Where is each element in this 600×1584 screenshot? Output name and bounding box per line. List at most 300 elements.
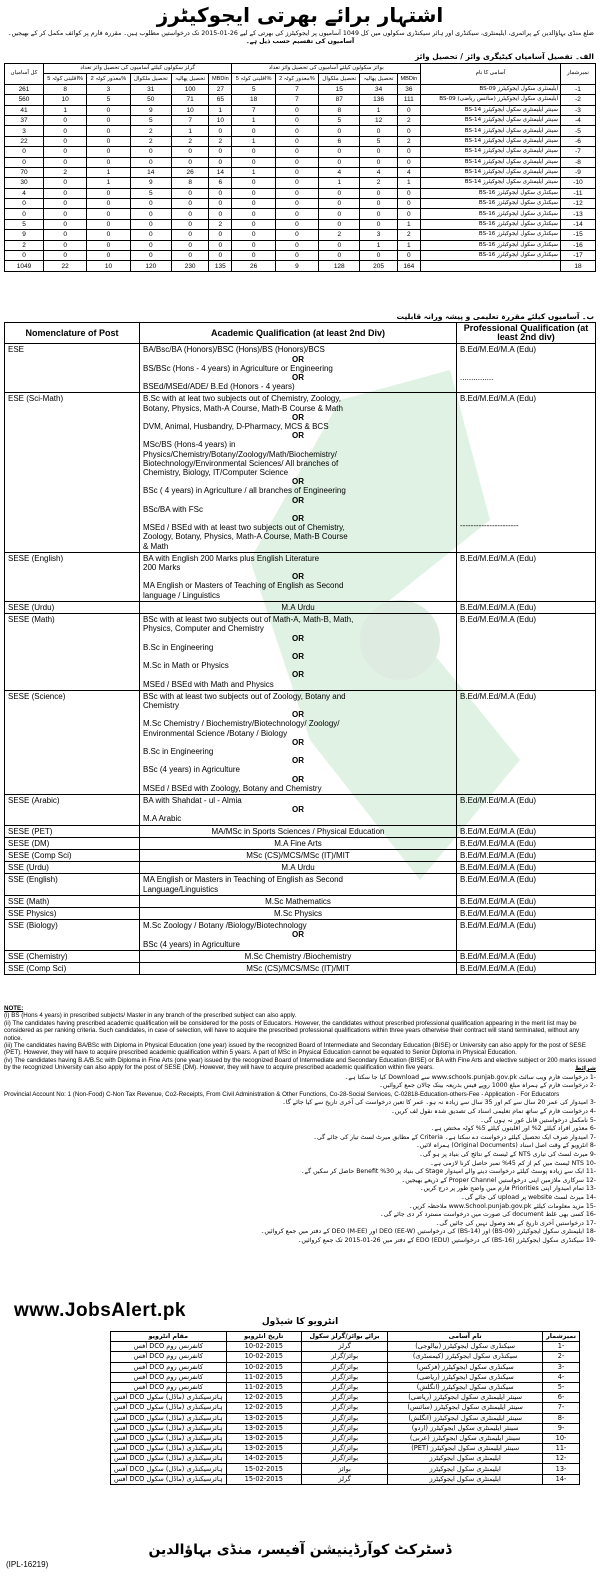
vacancy-post-name: سیکنڈری سکول ایجوکیٹرز BS-16 <box>421 188 561 198</box>
qual-professional-line: ............... <box>460 372 494 382</box>
schedule-cell-school: بوائز/گرلز <box>301 1444 387 1454</box>
vacancy-cell-b_dis: 0 <box>275 188 318 198</box>
vacancy-cell-g_malakwal: 0 <box>130 199 171 209</box>
schedule-cell-post: ایلیمنٹری سکول ایجوکیٹرز <box>388 1464 543 1474</box>
vacancy-cell-b_min: 0 <box>232 251 275 261</box>
qual-professional-line <box>460 512 592 521</box>
schedule-row <box>111 1454 580 1464</box>
vacancy-header-b-min: اقلیتی کوٹہ 5% <box>232 74 275 84</box>
vacancy-cell-b_mbdin: 111 <box>397 95 420 105</box>
vacancy-cell-b_malakwal: 0 <box>319 157 360 167</box>
vacancy-cell-b_phalia: 1 <box>360 240 397 250</box>
qualification-row <box>5 794 596 825</box>
vacancy-cell-b_malakwal: 4 <box>319 167 360 177</box>
vacancy-cell-b_min: 0 <box>232 126 275 136</box>
vacancy-cell-b_dis: 0 <box>275 251 318 261</box>
interview-schedule-table <box>110 1331 580 1485</box>
qual-post-name: SSE (Chemistry) <box>5 950 140 962</box>
qual-academic-line: BSc with at least two subjects out of Math-A, Math-B, Math, <box>143 615 354 625</box>
qual-academic-line: 200 Marks <box>143 563 181 573</box>
qual-professional <box>457 344 596 393</box>
vacancy-row <box>5 84 596 94</box>
schedule-cell-no: -2 <box>543 1352 580 1362</box>
qual-professional-line: ---------------------- <box>460 520 519 530</box>
vacancy-serial: -1 <box>561 84 596 94</box>
qual-academic-line: OR <box>292 354 304 364</box>
vacancy-cell-b_mbdin: 1 <box>397 240 420 250</box>
vacancy-cell-b_mbdin: 4 <box>397 167 420 177</box>
vacancy-serial: -3 <box>561 105 596 115</box>
vacancy-cell-total: 9 <box>5 230 44 240</box>
qual-professional-line <box>460 476 592 485</box>
qual-professional <box>457 920 596 951</box>
qual-professional-line: B.Ed/M.Ed/M.A (Edu) <box>460 345 537 355</box>
vacancy-cell-b_min: 0 <box>232 219 275 229</box>
schedule-cell-venue: کانفرنس روم DCO آفس <box>111 1352 227 1362</box>
condition-item: -17 درخواستیں آخری تاریخ کے بعد وصول نہیں کی جائیں گی۔ <box>435 1219 596 1227</box>
schedule-cell-venue: ہائرسیکنڈری (ماڈل) سکول DCO آفس <box>111 1423 227 1433</box>
vacancy-cell-b_phalia: 3 <box>360 230 397 240</box>
condition-item: -16 کسی بھی غلط document کی صورت میں درخواست مسترد کر دی جائے گی۔ <box>379 1211 596 1219</box>
vacancy-row <box>5 126 596 136</box>
conditions-section <box>4 1065 596 1245</box>
vacancy-cell-b_min: 1 <box>232 167 275 177</box>
vacancy-cell-b_malakwal: 0 <box>319 209 360 219</box>
vacancy-row <box>5 95 596 105</box>
section-b-heading: ب۔ آسامیوں کیلئے مقررہ تعلیمی و پیشہ ورانہ قابلیت <box>396 312 594 321</box>
schedule-cell-school: گرلز <box>301 1342 387 1352</box>
qual-academic-line: OR <box>292 774 304 784</box>
vacancy-cell-g_mbdin: 14 <box>209 167 232 177</box>
qual-professional-line: B.Ed/M.Ed/M.A (Edu) <box>460 863 537 873</box>
qualification-row <box>5 862 596 874</box>
schedule-cell-school: بوائز/گرلز <box>301 1352 387 1362</box>
vacancy-total-row <box>5 261 596 271</box>
condition-item: -9 میرٹ لسٹ کی تیاری NTS کے ٹیسٹ کے نتائج کی بنیاد پر ہو گی۔ <box>419 1150 596 1158</box>
vacancy-header-girls: گرلز سکولوں کیلئے آسامیوں کی تحصیل وائز تعداد <box>44 64 232 74</box>
qual-post-name: SSE (Math) <box>5 895 140 907</box>
vacancy-cell-g_phalia: 100 <box>172 84 209 94</box>
qual-academic-line: OR <box>292 412 304 422</box>
qual-academic <box>140 614 457 691</box>
conditions-heading: شرائط <box>574 1065 596 1072</box>
qual-professional-line: B.Ed/M.Ed/M.A (Edu) <box>460 615 537 625</box>
qual-professional <box>457 874 596 895</box>
condition-item: -6 معذور افراد کیلئے 2% اور اقلیتوں کیلئے 5% کوٹہ مختص ہے۔ <box>430 1125 596 1133</box>
qual-academic <box>140 862 457 874</box>
schedule-cell-venue: ہائرسیکنڈری (ماڈل) سکول DCO آفس <box>111 1454 227 1464</box>
vacancy-serial: -7 <box>561 147 596 157</box>
vacancy-cell-b_mbdin: 0 <box>397 199 420 209</box>
vacancy-cell-b_mbdin: 2 <box>397 136 420 146</box>
vacancy-serial: -4 <box>561 115 596 125</box>
vacancy-serial: -15 <box>561 230 596 240</box>
vacancy-cell-total: 0 <box>5 251 44 261</box>
schedule-row <box>111 1433 580 1443</box>
vacancy-post-name: سینئر ایلیمنٹری سکول ایجوکیٹرز BS-14 <box>421 157 561 167</box>
vacancy-serial: -14 <box>561 219 596 229</box>
vacancy-cell-b_malakwal: 2 <box>319 230 360 240</box>
vacancy-serial: -6 <box>561 136 596 146</box>
qual-professional-line: B.Ed/M.Ed/M.A (Edu) <box>460 553 537 563</box>
vacancy-cell-g_malakwal: 0 <box>130 219 171 229</box>
vacancy-total-b_dis: 9 <box>275 261 318 271</box>
schedule-cell-school: بوائز/گرلز <box>301 1403 387 1413</box>
qual-academic-line: BSc (4 years) in Agriculture <box>143 765 240 775</box>
vacancy-cell-g_dis: 0 <box>87 136 130 146</box>
schedule-cell-post: ایلیمنٹری سکول ایجوکیٹرز <box>388 1454 543 1464</box>
vacancy-cell-g_phalia: 0 <box>172 230 209 240</box>
qual-academic-line: OR <box>292 930 304 940</box>
qual-academic <box>140 393 457 552</box>
qual-professional-line <box>460 364 592 373</box>
schedule-row <box>111 1393 580 1403</box>
vacancy-cell-g_phalia: 7 <box>172 115 209 125</box>
vacancy-cell-b_dis: 0 <box>275 147 318 157</box>
vacancy-cell-b_min: 0 <box>232 147 275 157</box>
condition-item: -15 مزید معلومات کیلئے www.School.punjab.gov.pk ملاحظہ کریں۔ <box>408 1202 596 1210</box>
vacancy-cell-g_min: 0 <box>44 126 87 136</box>
qual-academic-line: MA English or Masters in Teaching of English as Second <box>143 875 343 885</box>
qual-academic-line: M.Sc Chemistry / Biochemistry/Biotechnology/ Zoology/ <box>143 719 340 729</box>
condition-item: -10 NTS ٹیسٹ میں کم از کم 45% نمبر حاصل کرنا لازمی ہے۔ <box>430 1159 596 1167</box>
vacancy-cell-g_malakwal: 5 <box>130 115 171 125</box>
vacancy-cell-b_mbdin: 1 <box>397 219 420 229</box>
schedule-cell-no: -5 <box>543 1382 580 1392</box>
vacancy-row <box>5 136 596 146</box>
vacancy-cell-total: 22 <box>5 136 44 146</box>
qual-professional <box>457 690 596 794</box>
note-item: (ii) The candidates having prescribed academic qualification will be considered for the posts of Educators. However, the candidates without prescribed professional qualification appearing in the merit list may be considered as per ranking criteria. Such candidates, in case of selection, will have to acquire the prescribed professional qualifications within three years otherwise their contract will stand terminated, without any notice. <box>4 1019 580 1042</box>
vacancy-serial: -12 <box>561 199 596 209</box>
schedule-cell-no: -11 <box>543 1444 580 1454</box>
vacancy-cell-g_malakwal: 2 <box>130 136 171 146</box>
vacancy-cell-g_phalia: 0 <box>172 219 209 229</box>
qual-academic-line: OR <box>292 633 304 643</box>
vacancy-cell-b_malakwal: 1 <box>319 178 360 188</box>
vacancy-cell-total: 5 <box>5 219 44 229</box>
vacancy-serial: -5 <box>561 126 596 136</box>
schedule-cell-post: سیکنڈری سکول ایجوکیٹرز (بیالوجی) <box>388 1342 543 1352</box>
condition-item: -14 میرٹ لسٹ website پر upload کی جائے گی۔ <box>461 1193 596 1201</box>
vacancy-cell-g_min: 2 <box>44 167 87 177</box>
qual-academic-line: Environmental Science /Botany / Biology <box>143 728 288 738</box>
vacancy-header-g-malakwal: تحصیل ملکوال <box>130 74 171 84</box>
vacancy-post-name: سیکنڈری سکول ایجوکیٹرز BS-16 <box>421 209 561 219</box>
qualification-row <box>5 950 596 962</box>
vacancy-post-name: سینئر ایلیمنٹری سکول ایجوکیٹرز BS-14 <box>421 167 561 177</box>
qual-professional <box>457 794 596 825</box>
vacancy-post-name: سینئر ایلیمنٹری سکول ایجوکیٹرز BS-14 <box>421 147 561 157</box>
vacancy-cell-total: 30 <box>5 178 44 188</box>
vacancy-total-g_malakwal: 120 <box>130 261 171 271</box>
vacancy-cell-b_phalia: 12 <box>360 115 397 125</box>
vacancy-cell-g_malakwal: 0 <box>130 209 171 219</box>
vacancy-row <box>5 240 596 250</box>
vacancy-cell-b_dis: 0 <box>275 115 318 125</box>
qual-post-name: SSE Physics) <box>5 907 140 919</box>
qualification-row <box>5 963 596 975</box>
vacancy-serial: -2 <box>561 95 596 105</box>
qual-post-name: SSE (Urdu) <box>5 862 140 874</box>
qual-professional <box>457 601 596 613</box>
qualification-row <box>5 874 596 895</box>
qual-post-name: ESE <box>5 344 140 393</box>
schedule-cell-no: -3 <box>543 1362 580 1372</box>
qual-professional-line: B.Ed/M.Ed/M.A (Edu) <box>460 964 537 973</box>
qual-academic-line: M.Sc Zoology / Botany /Biology/Biotechnology <box>143 921 307 931</box>
vacancy-cell-g_phalia: 0 <box>172 251 209 261</box>
schedule-cell-school: بوائز/گرلز <box>301 1393 387 1403</box>
schedule-cell-school: بوائز/گرلز <box>301 1413 387 1423</box>
schedule-header-post: نام آسامی <box>388 1332 543 1342</box>
schedule-cell-date: 11-02-2015 <box>226 1372 301 1382</box>
qual-academic-line: OR <box>292 670 304 680</box>
qual-professional <box>457 552 596 601</box>
vacancy-cell-g_min: 0 <box>44 251 87 261</box>
schedule-cell-post: سیکنڈری سکول ایجوکیٹرز (انگلش) <box>388 1382 543 1392</box>
vacancy-cell-g_mbdin: 0 <box>209 251 232 261</box>
vacancy-header-b-dis: معذور کوٹہ 2% <box>275 74 318 84</box>
qual-academic-line: MSc (CS)/MCS/MSc (IT)/MIT <box>246 964 350 973</box>
qual-post-name: ESE (Sci-Math) <box>5 393 140 552</box>
schedule-cell-venue: ہائرسیکنڈری (ماڈل) سکول DCO آفس <box>111 1444 227 1454</box>
vacancy-cell-g_min: 0 <box>44 240 87 250</box>
vacancy-cell-g_mbdin: 65 <box>209 95 232 105</box>
schedule-cell-venue: کانفرنس روم DCO آفس <box>111 1382 227 1392</box>
qual-professional-line <box>460 503 592 512</box>
vacancy-row <box>5 105 596 115</box>
qual-academic-line: Chemistry <box>143 700 180 710</box>
qual-professional-line: B.Ed/M.Ed/M.A (Edu) <box>460 896 537 906</box>
schedule-cell-date: 13-02-2015 <box>226 1413 301 1423</box>
vacancy-post-name: سیکنڈری سکول ایجوکیٹرز BS-16 <box>421 199 561 209</box>
schedule-cell-post: سینئر ایلیمنٹری سکول ایجوکیٹرز (عربی) <box>388 1433 543 1443</box>
qual-academic-line: BSc/BA with FSc <box>143 504 204 514</box>
vacancy-cell-g_malakwal: 0 <box>130 157 171 167</box>
vacancy-cell-g_phalia: 10 <box>172 105 209 115</box>
qual-academic-line: Botany, Physics, Math-A Course, Math-B Course & Math <box>143 403 343 413</box>
qual-professional-line <box>460 485 592 494</box>
qual-post-name: SESE (Science) <box>5 690 140 794</box>
vacancy-cell-g_mbdin: 2 <box>209 136 232 146</box>
qual-academic <box>140 344 457 393</box>
vacancy-cell-b_phalia: 0 <box>360 147 397 157</box>
vacancy-row <box>5 157 596 167</box>
qual-academic-line: MA/MSc in Sports Sciences / Physical Education <box>211 826 385 836</box>
qual-academic-line: BSEd/MSEd/ADE/ B.Ed (Honors - 4 years) <box>143 382 295 392</box>
vacancy-cell-b_min: 0 <box>232 178 275 188</box>
qual-professional <box>457 825 596 837</box>
condition-item: -19 سیکنڈری سکول ایجوکیٹرز (BS-16) کی درخواستیں EDO (EDU) کے دفتر میں 26-01-2015 تک جمع کروائیں۔ <box>297 1236 596 1244</box>
vacancy-cell-b_malakwal: 0 <box>319 199 360 209</box>
schedule-header-date: تاریخ انٹرویو <box>226 1332 301 1342</box>
vacancy-cell-g_phalia: 8 <box>172 178 209 188</box>
intro-paragraph: ضلع منڈی بہاؤالدین کے پرائمری، ایلیمنٹری، سیکنڈری اور ہائر سیکنڈری سکولوں میں کل 1049 آسامیوں پر ایجوکیٹرز کی بھرتی کے لیے 26-01-2015 تک درخواستیں مطلوب ہیں۔ مقررہ فارم پر کوائف مکمل کر کے بھیجیں۔ <box>7 30 594 37</box>
vacancy-cell-g_min: 0 <box>44 209 87 219</box>
vacancy-row <box>5 115 596 125</box>
vacancy-total-g_min: 22 <box>44 261 87 271</box>
vacancy-cell-b_mbdin: 0 <box>397 209 420 219</box>
schedule-row <box>111 1413 580 1423</box>
vacancy-cell-b_dis: 0 <box>275 240 318 250</box>
vacancy-cell-g_dis: 0 <box>87 240 130 250</box>
vacancy-cell-g_phalia: 0 <box>172 157 209 167</box>
vacancy-cell-b_malakwal: 8 <box>319 105 360 115</box>
vacancy-cell-g_malakwal: 9 <box>130 178 171 188</box>
condition-item: -4 درخواست فارم کے ساتھ تمام تعلیمی اسناد کی تصدیق شدہ نقول لف کریں۔ <box>391 1107 596 1115</box>
vacancy-cell-g_min: 0 <box>44 219 87 229</box>
vacancy-cell-g_malakwal: 0 <box>130 240 171 250</box>
vacancy-cell-b_dis: 0 <box>275 230 318 240</box>
vacancy-cell-b_mbdin: 0 <box>397 105 420 115</box>
vacancy-cell-g_phalia: 1 <box>172 126 209 136</box>
schedule-cell-post: سیکنڈری سکول ایجوکیٹرز (فزکس) <box>388 1362 543 1372</box>
qual-academic <box>140 874 457 895</box>
qual-academic-line: & Math <box>143 541 169 551</box>
schedule-row <box>111 1362 580 1372</box>
schedule-cell-date: 10-02-2015 <box>226 1342 301 1352</box>
qual-professional <box>457 614 596 691</box>
vacancy-cell-b_dis: 7 <box>275 95 318 105</box>
condition-item: -3 امیدوار کی عمر 20 سال سے کم اور 35 سال سے زیادہ نہ ہو۔ عمر کا تعین درخواست کی آخری تاریخ سے کیا جائے گا۔ <box>282 1099 596 1107</box>
vacancy-cell-b_malakwal: 0 <box>319 188 360 198</box>
schedule-cell-school: گرلز <box>301 1474 387 1484</box>
qual-professional-line: B.Ed/M.Ed/M.A (Edu) <box>460 908 537 918</box>
vacancy-cell-b_phalia: 0 <box>360 188 397 198</box>
vacancy-cell-g_min: 0 <box>44 136 87 146</box>
vacancy-cell-g_dis: 0 <box>87 126 130 136</box>
schedule-cell-post: ایلیمنٹری سکول ایجوکیٹرز <box>388 1474 543 1484</box>
schedule-row <box>111 1464 580 1474</box>
vacancy-cell-b_min: 7 <box>232 105 275 115</box>
qual-professional <box>457 895 596 907</box>
vacancy-cell-total: 0 <box>5 147 44 157</box>
qualification-row <box>5 601 596 613</box>
vacancy-cell-g_dis: 0 <box>87 209 130 219</box>
vacancy-cell-total: 37 <box>5 115 44 125</box>
vacancy-cell-g_min: 0 <box>44 199 87 209</box>
qualification-row <box>5 614 596 691</box>
vacancy-cell-b_min: 0 <box>232 240 275 250</box>
vacancy-post-name: سیکنڈری سکول ایجوکیٹرز BS-16 <box>421 240 561 250</box>
vacancy-cell-g_malakwal: 0 <box>130 251 171 261</box>
vacancy-cell-g_min: 0 <box>44 188 87 198</box>
qual-post-name: SESE (Math) <box>5 614 140 691</box>
qual-academic-line: M.A Urdu <box>281 602 315 612</box>
qual-academic-line: OR <box>292 373 304 383</box>
vacancy-post-name: سینئر ایلیمنٹری سکول ایجوکیٹرز BS-14 <box>421 115 561 125</box>
qual-academic-line: M.Sc in Math or Physics <box>143 661 229 671</box>
vacancy-cell-b_dis: 0 <box>275 178 318 188</box>
schedule-cell-post: سیکنڈری سکول ایجوکیٹرز (کیمسٹری) <box>388 1352 543 1362</box>
schedule-cell-no: -14 <box>543 1474 580 1484</box>
vacancy-cell-b_mbdin: 36 <box>397 84 420 94</box>
qual-academic <box>140 825 457 837</box>
qualification-row <box>5 393 596 552</box>
schedule-header-school: برائے بوائز/گرلز سکول <box>301 1332 387 1342</box>
qual-header-academic: Academic Qualification (at least 2nd Div) <box>140 323 457 344</box>
qual-academic <box>140 690 457 794</box>
qual-academic <box>140 920 457 951</box>
qual-professional-line: B.Ed/M.Ed/M.A (Edu) <box>460 691 537 701</box>
vacancy-serial: -8 <box>561 157 596 167</box>
vacancy-cell-g_min: 0 <box>44 147 87 157</box>
vacancy-total-serial: 18 <box>561 261 596 271</box>
qual-academic-line: MA English or Masters of Teaching of English as Second <box>143 581 344 591</box>
vacancy-cell-g_malakwal: 2 <box>130 126 171 136</box>
schedule-cell-no: -12 <box>543 1454 580 1464</box>
condition-item: -2 درخواست فارم کے ہمراہ مبلغ 1000 روپے فیس بذریعہ بینک چالان جمع کروائیں۔ <box>379 1082 596 1090</box>
qual-academic <box>140 849 457 861</box>
vacancy-cell-total: 0 <box>5 157 44 167</box>
vacancy-cell-b_malakwal: 0 <box>319 219 360 229</box>
qual-professional-line <box>460 467 592 476</box>
vacancy-cell-b_malakwal: 0 <box>319 240 360 250</box>
vacancy-row <box>5 209 596 219</box>
vacancy-cell-g_dis: 0 <box>87 219 130 229</box>
vacancy-total-b_mbdin: 164 <box>397 261 420 271</box>
vacancy-cell-b_malakwal: 6 <box>319 136 360 146</box>
vacancy-cell-b_mbdin: 1 <box>397 178 420 188</box>
qual-academic-line: OR <box>292 651 304 661</box>
vacancy-cell-b_min: 18 <box>232 95 275 105</box>
vacancy-cell-b_malakwal: 87 <box>319 95 360 105</box>
qual-professional <box>457 963 596 975</box>
vacancy-cell-g_dis: 1 <box>87 178 130 188</box>
page-title: اشتہار برائے بھرتی ایجوکیٹرز <box>156 3 444 27</box>
qual-academic-line: B.Sc with at leat two subjects out of Chemistry, Zoology, <box>143 394 342 404</box>
qual-professional-line <box>460 440 592 449</box>
qual-professional-line <box>460 404 592 413</box>
qual-professional-line: B.Ed/M.Ed/M.A (Edu) <box>460 795 537 805</box>
schedule-row <box>111 1382 580 1392</box>
vacancy-total-b_malakwal: 128 <box>319 261 360 271</box>
qual-post-name: SESE (Arabic) <box>5 794 140 825</box>
vacancy-total-g_mbdin: 135 <box>209 261 232 271</box>
qual-academic-line: M.Sc Chemistry /Biochemistry <box>244 951 352 961</box>
qual-academic-line: M.Sc Mathematics <box>265 896 331 906</box>
qual-professional-line: B.Ed/M.Ed/M.A (Edu) <box>460 394 537 404</box>
qual-academic-line: Biotechnology/Environmental Sciences/ All branches of <box>143 458 339 468</box>
vacancy-cell-total: 41 <box>5 105 44 115</box>
note-item: (iii) The candidates having BA/BSc with Diploma in Physical Education (one year) issued by the recognized Board of Intermediate and Secondary Education (BISE) or University can also apply for the post of SESE (PET). However, they will have to acquire prescribed academic qualification within 5 years. A part of MSc in Physical Education cannot be equated to Senior Diploma in Physical Education. <box>4 1042 586 1057</box>
vacancy-total-g_phalia: 230 <box>172 261 209 271</box>
schedule-row <box>111 1342 580 1352</box>
qual-professional <box>457 862 596 874</box>
qualification-row <box>5 690 596 794</box>
vacancy-header-boys: بوائز سکولوں کیلئے آسامیوں کی تحصیل وائز تعداد <box>232 64 421 74</box>
vacancy-post-name: ایلیمنٹری سکول ایجوکیٹرز (سائنس ریاضی) BS-09 <box>421 95 561 105</box>
qual-academic <box>140 601 457 613</box>
vacancy-cell-b_phalia: 136 <box>360 95 397 105</box>
qual-post-name: SESE (English) <box>5 552 140 601</box>
vacancy-serial: -13 <box>561 209 596 219</box>
intro-distribution: آسامیوں کی تقسیم حسب ذیل ہے۔ <box>245 38 355 45</box>
qual-academic-line: MSEd / BSEd with Math and Physics <box>143 679 274 689</box>
vacancy-cell-g_mbdin: 0 <box>209 147 232 157</box>
schedule-cell-venue: کانفرنس روم DCO آفس <box>111 1372 227 1382</box>
schedule-header-venue: مقام انٹرویو <box>111 1332 227 1342</box>
qual-academic-line: M.Sc Physics <box>273 908 322 918</box>
schedule-cell-date: 15-02-2015 <box>226 1464 301 1474</box>
ipl-number: (IPL-16219) <box>6 1560 49 1569</box>
vacancy-cell-g_mbdin: 0 <box>209 157 232 167</box>
vacancy-cell-b_mbdin: 2 <box>397 115 420 125</box>
schedule-cell-venue: کانفرنس روم DCO آفس <box>111 1362 227 1372</box>
vacancy-table <box>4 63 596 272</box>
qual-academic-line: language / Linguistics <box>143 590 220 600</box>
